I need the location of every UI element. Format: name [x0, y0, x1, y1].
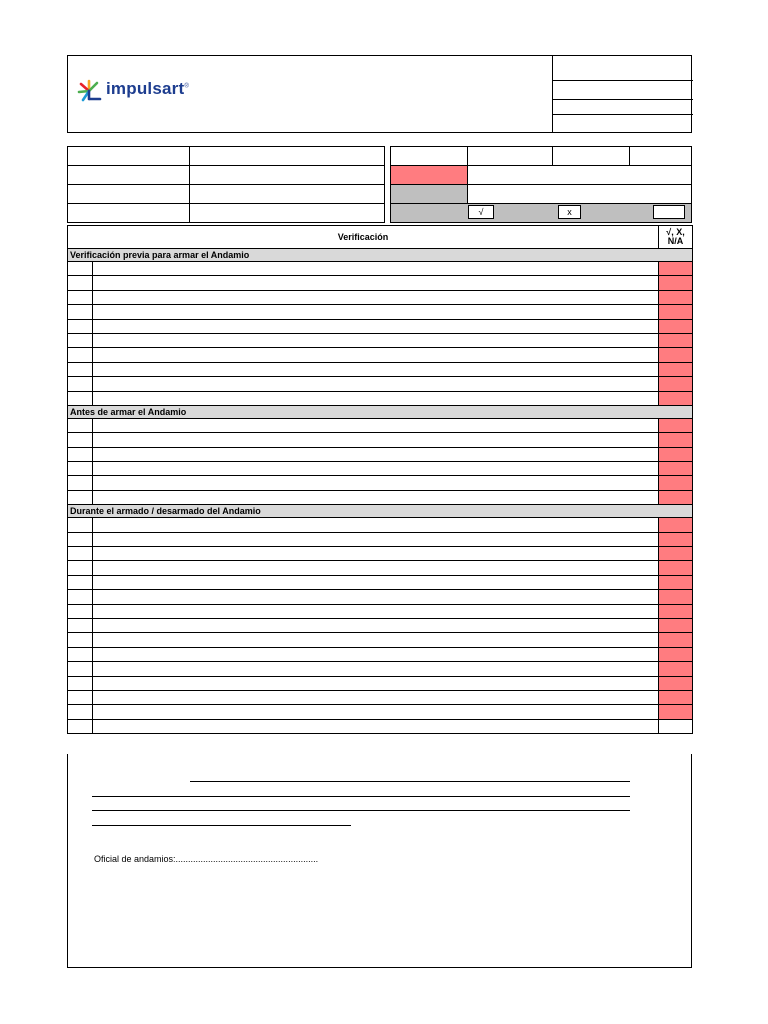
item-status-cell[interactable]	[659, 532, 693, 546]
checklist-row	[68, 433, 693, 447]
section-title: Antes de armar el Andamio	[68, 405, 693, 418]
checklist-row	[68, 662, 693, 676]
info-value-field[interactable]	[190, 147, 385, 166]
item-status-cell[interactable]	[659, 262, 693, 276]
item-number-cell	[68, 647, 93, 661]
info-label-cell	[68, 204, 190, 223]
section-header	[68, 249, 693, 262]
item-description-cell	[93, 690, 659, 704]
checklist-row	[68, 547, 693, 561]
item-description-cell	[93, 262, 659, 276]
item-description-cell	[93, 433, 659, 447]
item-description-cell	[93, 391, 659, 405]
info-value-field[interactable]	[468, 147, 553, 166]
item-description-cell	[93, 348, 659, 362]
item-number-cell	[68, 418, 93, 432]
item-status-cell[interactable]	[659, 362, 693, 376]
item-status-cell[interactable]	[659, 348, 693, 362]
item-number-cell	[68, 276, 93, 290]
item-status-cell[interactable]	[659, 333, 693, 347]
item-number-cell	[68, 618, 93, 632]
item-number-cell	[68, 676, 93, 690]
legend-red-swatch	[391, 166, 468, 185]
checklist-row	[68, 391, 693, 405]
item-status-cell[interactable]	[659, 690, 693, 704]
fail-mark-box: x	[558, 205, 581, 219]
checklist-row	[68, 362, 693, 376]
item-status-cell[interactable]	[659, 518, 693, 532]
item-number-cell	[68, 633, 93, 647]
item-status-cell[interactable]	[659, 462, 693, 476]
checklist-row	[68, 333, 693, 347]
info-value-field[interactable]	[190, 204, 385, 223]
item-description-cell	[93, 575, 659, 589]
checklist-row	[68, 418, 693, 432]
item-status-cell[interactable]	[659, 447, 693, 461]
checklist-row	[68, 276, 693, 290]
item-status-cell[interactable]	[659, 490, 693, 504]
info-label-cell	[68, 166, 190, 185]
item-description-cell	[93, 462, 659, 476]
item-status-cell[interactable]	[659, 676, 693, 690]
item-description-cell	[93, 290, 659, 304]
item-description-cell	[93, 590, 659, 604]
checklist-row	[68, 262, 693, 276]
checklist-row	[68, 305, 693, 319]
item-description-cell	[93, 719, 659, 733]
item-number-cell	[68, 662, 93, 676]
checklist-row	[68, 377, 693, 391]
legend-gray-swatch	[391, 185, 468, 204]
item-number-cell	[68, 305, 93, 319]
item-status-cell[interactable]	[659, 575, 693, 589]
section-title: Verificación previa para armar el Andamio	[68, 249, 693, 262]
item-number-cell	[68, 690, 93, 704]
item-number-cell	[68, 433, 93, 447]
checklist-row	[68, 719, 693, 733]
item-description-cell	[93, 633, 659, 647]
legend-gray-description	[468, 185, 692, 204]
section-title: Durante el armado / desarmado del Andamio	[68, 505, 693, 518]
item-status-cell[interactable]	[659, 604, 693, 618]
checklist-row	[68, 518, 693, 532]
item-number-cell	[68, 262, 93, 276]
item-number-cell	[68, 290, 93, 304]
info-value-field[interactable]	[630, 147, 692, 166]
checklist-row	[68, 447, 693, 461]
item-number-cell	[68, 705, 93, 719]
item-number-cell	[68, 348, 93, 362]
item-status-cell[interactable]	[659, 433, 693, 447]
item-status-cell[interactable]	[659, 561, 693, 575]
item-description-cell	[93, 676, 659, 690]
document-header	[67, 55, 692, 133]
item-description-cell	[93, 547, 659, 561]
item-description-cell	[93, 276, 659, 290]
item-number-cell	[68, 719, 93, 733]
item-description-cell	[93, 647, 659, 661]
item-description-cell	[93, 476, 659, 490]
item-status-cell[interactable]	[659, 418, 693, 432]
item-status-cell[interactable]	[659, 547, 693, 561]
checklist-row	[68, 476, 693, 490]
item-number-cell	[68, 319, 93, 333]
item-status-cell[interactable]	[659, 647, 693, 661]
ok-mark-box: √	[468, 205, 494, 219]
status-column-header: √, X, N/A	[659, 226, 693, 249]
section-header	[68, 405, 693, 418]
item-number-cell	[68, 547, 93, 561]
item-number-cell	[68, 575, 93, 589]
legend-red-description	[468, 166, 692, 185]
checklist-row	[68, 462, 693, 476]
item-description-cell	[93, 705, 659, 719]
checklist-row	[68, 618, 693, 632]
legend-marks-row	[391, 204, 692, 223]
scaffold-officer-signature[interactable]: Oficial de andamios:.........................................................	[94, 854, 319, 864]
item-status-cell[interactable]	[659, 290, 693, 304]
item-description-cell	[93, 604, 659, 618]
checklist-row	[68, 575, 693, 589]
section-header	[68, 505, 693, 518]
checklist-row	[68, 532, 693, 546]
checklist-row	[68, 633, 693, 647]
item-status-cell[interactable]	[659, 305, 693, 319]
item-description-cell	[93, 490, 659, 504]
checklist-row	[68, 561, 693, 575]
item-number-cell	[68, 590, 93, 604]
item-status-cell[interactable]	[659, 662, 693, 676]
item-status-cell[interactable]	[659, 377, 693, 391]
item-description-cell	[93, 447, 659, 461]
item-description-cell	[93, 618, 659, 632]
info-label-cell	[68, 185, 190, 204]
checklist-row	[68, 490, 693, 504]
checklist-row	[68, 290, 693, 304]
item-description-cell	[93, 532, 659, 546]
checklist-row	[68, 319, 693, 333]
item-number-cell	[68, 447, 93, 461]
checklist-row	[68, 690, 693, 704]
item-description-cell	[93, 662, 659, 676]
item-description-cell	[93, 362, 659, 376]
item-description-cell	[93, 333, 659, 347]
item-description-cell	[93, 305, 659, 319]
general-info-table	[67, 146, 385, 223]
item-number-cell	[68, 532, 93, 546]
verification-checklist	[67, 225, 692, 734]
item-number-cell	[68, 391, 93, 405]
item-status-cell[interactable]	[659, 276, 693, 290]
item-description-cell	[93, 418, 659, 432]
item-number-cell	[68, 490, 93, 504]
item-status-cell[interactable]	[659, 590, 693, 604]
legend-cell	[391, 147, 468, 166]
item-number-cell	[68, 362, 93, 376]
item-number-cell	[68, 333, 93, 347]
checklist-row	[68, 676, 693, 690]
item-description-cell	[93, 319, 659, 333]
item-status-cell[interactable]	[659, 719, 693, 733]
brand-name: impulsart®	[106, 79, 189, 98]
item-number-cell	[68, 462, 93, 476]
item-description-cell	[93, 518, 659, 532]
observation-line[interactable]	[92, 796, 630, 797]
starburst-logo-icon	[76, 78, 102, 104]
item-number-cell	[68, 377, 93, 391]
item-description-cell	[93, 377, 659, 391]
item-number-cell	[68, 604, 93, 618]
na-mark-box	[653, 205, 685, 219]
checklist-row	[68, 647, 693, 661]
checklist-table	[67, 225, 693, 734]
company-logo	[76, 78, 196, 108]
item-status-cell[interactable]	[659, 618, 693, 632]
checklist-row	[68, 705, 693, 719]
verification-title: Verificación	[68, 226, 659, 249]
item-number-cell	[68, 476, 93, 490]
observation-line[interactable]	[92, 825, 351, 826]
info-value-field[interactable]	[190, 166, 385, 185]
item-description-cell	[93, 561, 659, 575]
item-number-cell	[68, 561, 93, 575]
info-value-field[interactable]	[553, 147, 630, 166]
observation-line[interactable]	[190, 781, 630, 782]
item-status-cell[interactable]	[659, 391, 693, 405]
observation-line[interactable]	[92, 810, 630, 811]
item-status-cell[interactable]	[659, 705, 693, 719]
item-status-cell[interactable]	[659, 476, 693, 490]
checklist-row	[68, 590, 693, 604]
document-info-box	[552, 56, 692, 133]
info-label-cell	[68, 147, 190, 166]
observations-signature-area	[67, 754, 692, 968]
item-status-cell[interactable]	[659, 633, 693, 647]
item-number-cell	[68, 518, 93, 532]
checklist-row	[68, 348, 693, 362]
status-legend-table	[390, 146, 692, 223]
checklist-row	[68, 604, 693, 618]
info-value-field[interactable]	[190, 185, 385, 204]
item-status-cell[interactable]	[659, 319, 693, 333]
